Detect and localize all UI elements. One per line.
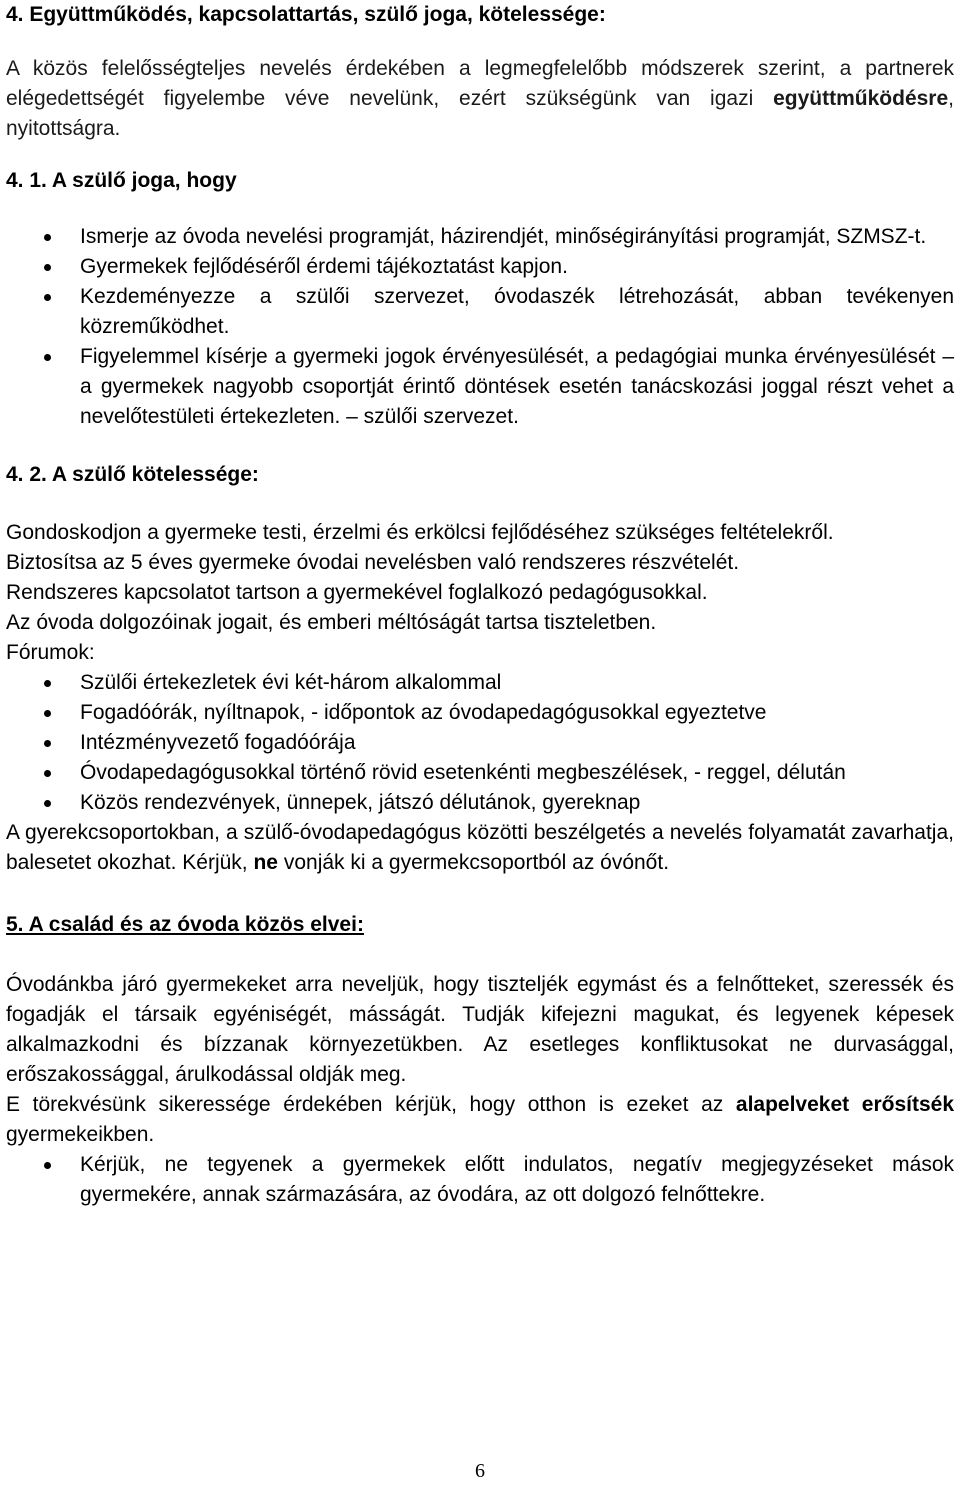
group-note: A gyerekcsoportokban, a szülő-óvodapedagógus közötti beszélgetés a nevelés folyamatát zavarhatja, balesetet okozhat. Kérjük, ne vonják ki a gyermekcsoportból az óvónőt.	[6, 821, 954, 874]
bullet-icon	[44, 680, 51, 687]
bullet-icon	[44, 354, 51, 361]
forums-list	[6, 668, 954, 818]
section-4-intro: A közös felelősségteljes nevelés érdekében a legmegfelelőbb módszerek szerint, a partnerek elégedettségét figyelembe véve nevelünk, ezért szükségünk van igazi együttműködésre, nyitottságra.	[6, 57, 954, 140]
forums-label: Fórumok:	[6, 641, 95, 664]
document-page	[6, 0, 954, 1210]
duty-paragraph: Biztosítsa az 5 éves gyermeke óvodai nevelésben való rendszeres részvételét.	[6, 551, 740, 574]
list-item: Óvodapedagógusokkal történő rövid esetenkénti megbeszélések, - reggel, délután	[6, 758, 954, 788]
list-item: Ismerje az óvoda nevelési programját, házirendjét, minőségirányítási programját, SZMSZ-t.	[6, 222, 954, 252]
bullet-icon	[44, 1162, 51, 1169]
bullet-icon	[44, 710, 51, 717]
parent-rights-list	[6, 222, 954, 432]
bullet-icon	[44, 264, 51, 271]
list-item: Kezdeményezze a szülői szervezet, óvodaszék létrehozását, abban tevékenyen közreműködhet.	[6, 282, 954, 342]
page-number: 6	[475, 1460, 485, 1482]
duty-paragraph: Rendszeres kapcsolatot tartson a gyermekével foglalkozó pedagógusokkal.	[6, 581, 708, 604]
list-item: Fogadóórák, nyíltnapok, - időpontok az óvodapedagógusokkal egyeztetve	[6, 698, 954, 728]
bullet-icon	[44, 740, 51, 747]
subsection-4-2-heading: 4. 2. A szülő kötelessége:	[6, 463, 259, 486]
list-item: Közös rendezvények, ünnepek, játszó délutánok, gyereknap	[6, 788, 954, 818]
bullet-icon	[44, 800, 51, 807]
list-item: Intézményvezető fogadóórája	[6, 728, 954, 758]
section-5-paragraph: E törekvésünk sikeressége érdekében kérjük, hogy otthon is ezeket az alapelveket erősítsék gyermekeikben.	[6, 1093, 954, 1146]
duty-paragraph: Gondoskodjon a gyermeke testi, érzelmi és erkölcsi fejlődéséhez szükséges feltételekről.	[6, 521, 834, 544]
principles-list	[6, 1150, 954, 1210]
bullet-icon	[44, 234, 51, 241]
list-item: Kérjük, ne tegyenek a gyermekek előtt indulatos, negatív megjegyzéseket mások gyermekére, annak származására, az óvodára, az ott dolgozó felnőttekre.	[6, 1150, 954, 1210]
list-item: Gyermekek fejlődéséről érdemi tájékoztatást kapjon.	[6, 252, 954, 282]
duty-paragraph: Az óvoda dolgozóinak jogait, és emberi méltóságát tartsa tiszteletben.	[6, 611, 657, 634]
section-5-paragraph: Óvodánkba járó gyermekeket arra neveljük, hogy tiszteljék egymást és a felnőtteket, szeressék és fogadják el társaik egyéniségét, másságát. Tudják kifejezni magukat, és legyenek képesek alkalmazkodni és bízzanak környezetükben. Az esetleges konfliktusokat ne durvasággal, erőszakossággal, árulkodással oldják meg.	[6, 973, 954, 1086]
list-item: Szülői értekezletek évi két-három alkalommal	[6, 668, 954, 698]
bullet-icon	[44, 294, 51, 301]
section-5-heading: 5. A család és az óvoda közös elvei:	[6, 913, 364, 936]
list-item: Figyelemmel kísérje a gyermeki jogok érvényesülését, a pedagógiai munka érvényesülését – a gyermekek nagyobb csoportját érintő döntések esetén tanácskozási joggal részt vehet a nevelőtestületi értekezleten. – szülői szervezet.	[6, 342, 954, 432]
bullet-icon	[44, 770, 51, 777]
section-4-heading: 4. Együttműködés, kapcsolattartás, szülő joga, kötelessége:	[6, 3, 606, 26]
subsection-4-1-heading: 4. 1. A szülő joga, hogy	[6, 169, 237, 192]
